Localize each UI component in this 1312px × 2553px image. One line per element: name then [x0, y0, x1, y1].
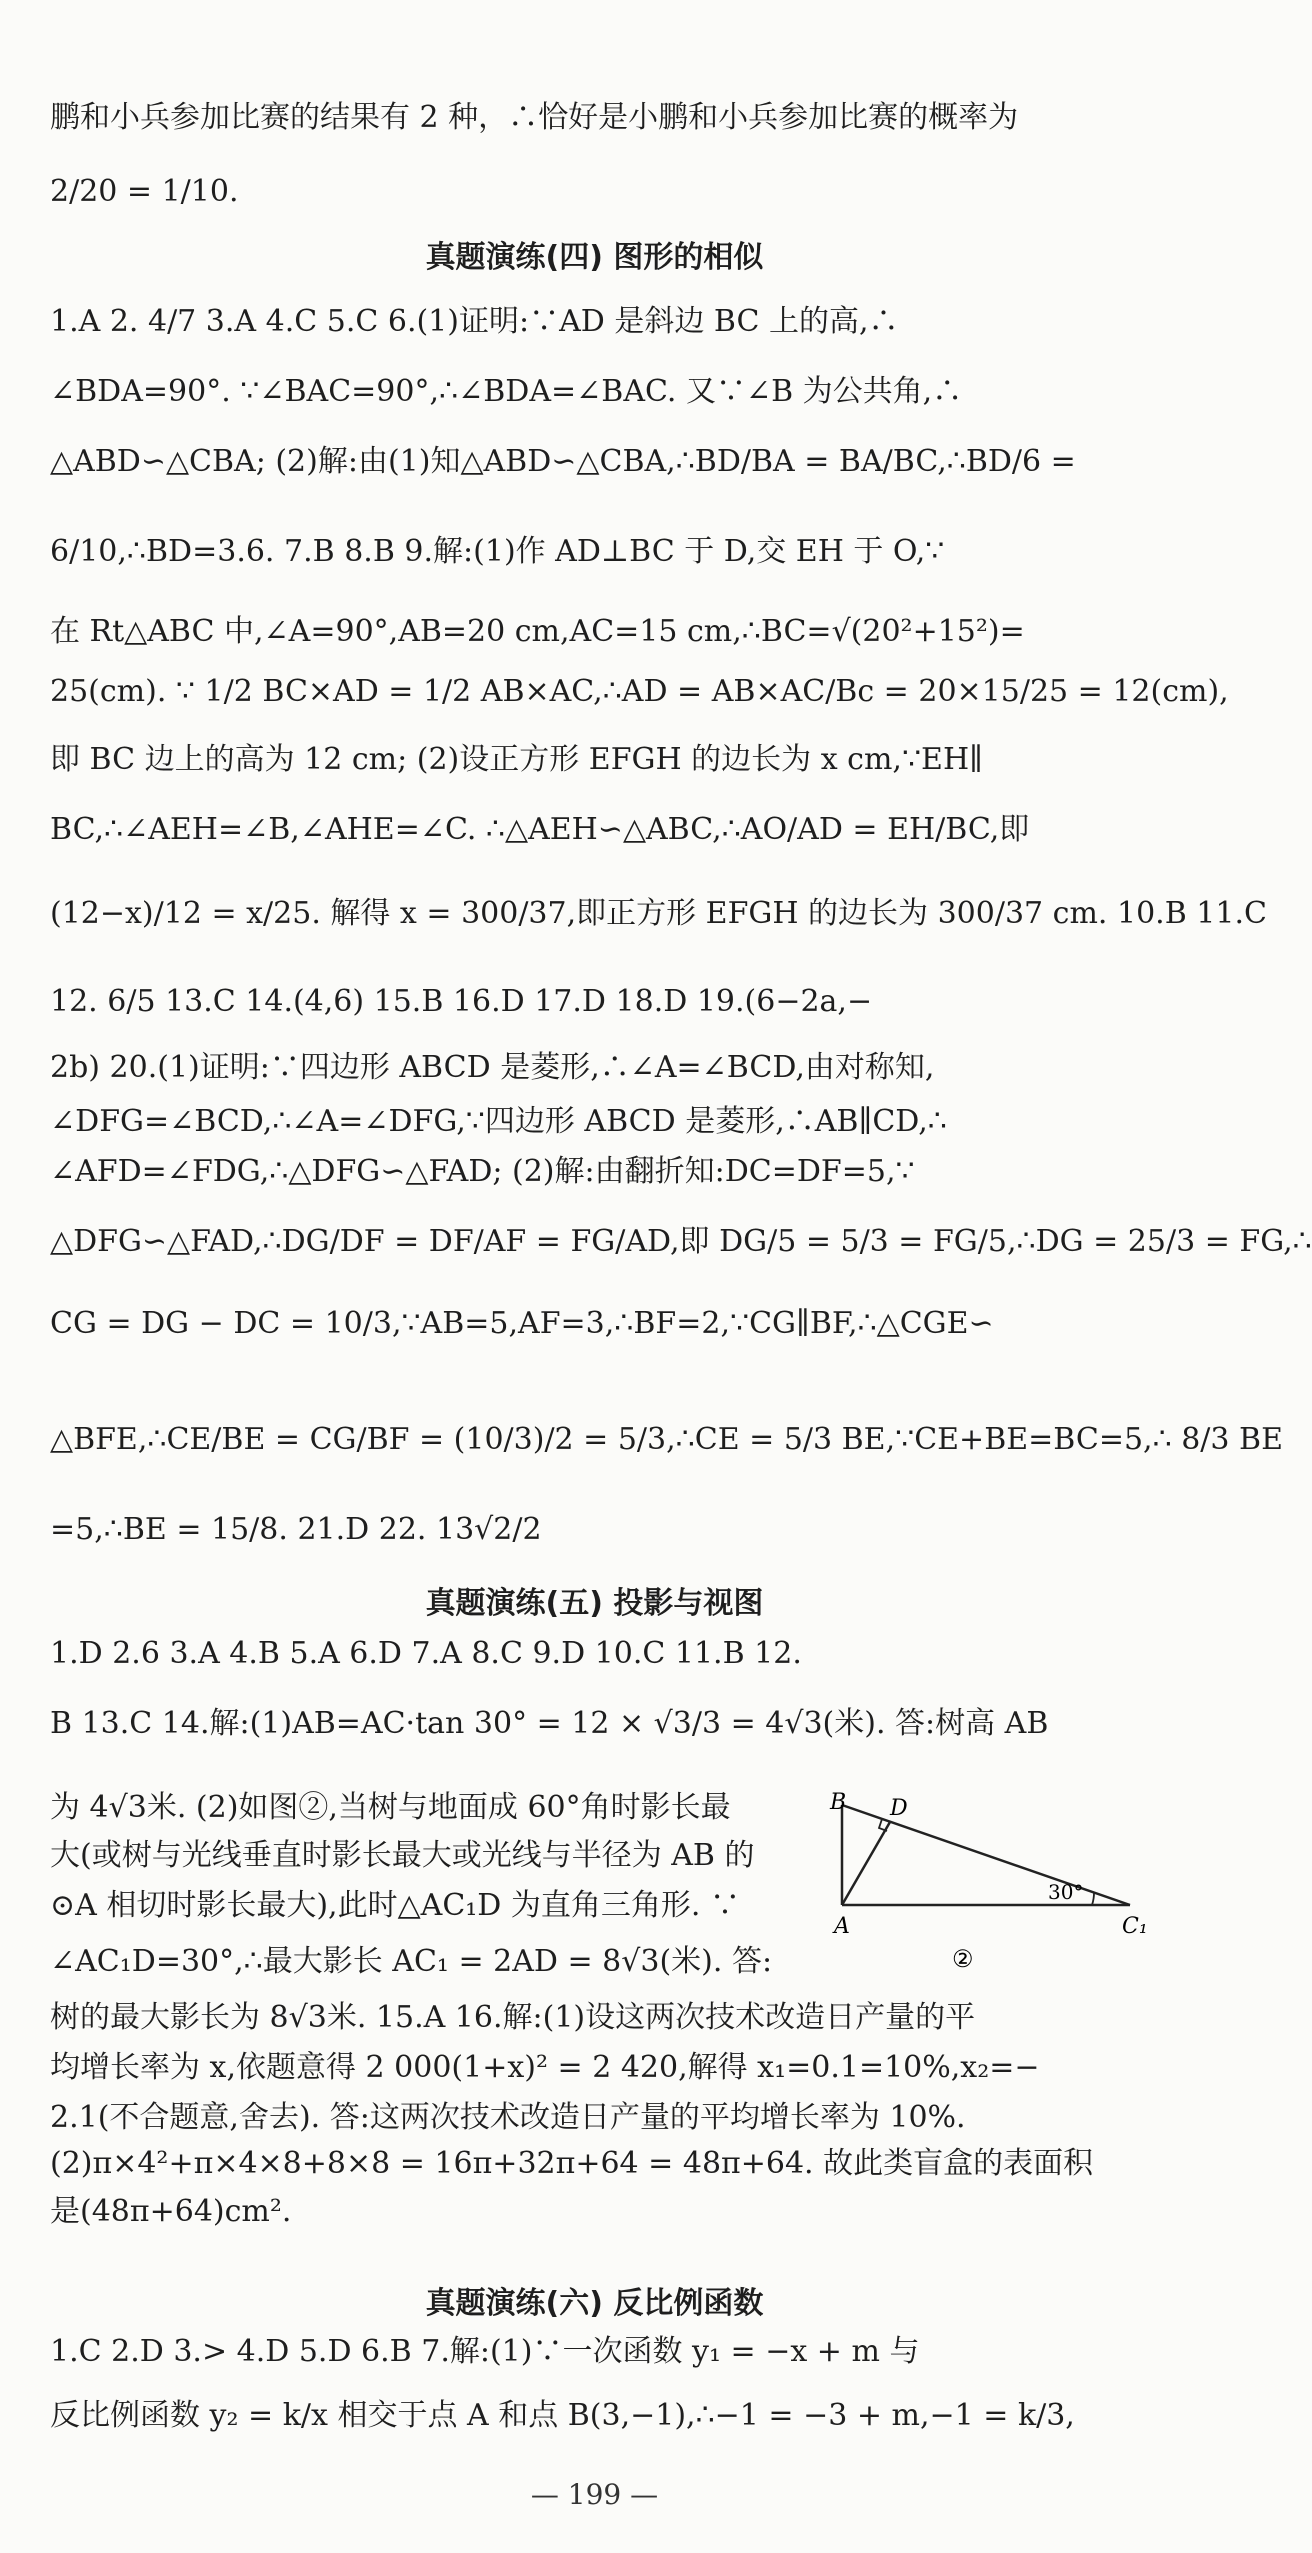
answer-line: 树的最大影长为 8√3米. 15.A 16.解:(1)设这两次技术改造日产量的平: [50, 2000, 976, 2035]
label-a: A: [834, 1914, 850, 1939]
light-segment-bc1: [842, 1805, 1130, 1905]
answer-line: 1.D 2.6 3.A 4.B 5.A 6.D 7.A 8.C 9.D 10.C 11.B 12.: [50, 1636, 802, 1671]
answer-line: 6/10,∴BD=3.6. 7.B 8.B 9.解:(1)作 AD⊥BC 于 D,交 EH 于 O,∵: [50, 534, 945, 569]
section-heading-4: 真题演练(四) 图形的相似: [425, 240, 764, 275]
answer-line: 2.1(不合题意,舍去). 答:这两次技术改造日产量的平均增长率为 10%.: [50, 2100, 966, 2135]
answer-line: 12. 6/5 13.C 14.(4,6) 15.B 16.D 17.D 18.D 19.(6−2a,−: [50, 984, 873, 1019]
answer-line: ∠AFD=∠FDG,∴△DFG∽△FAD; (2)解:由翻折知:DC=DF=5,∵: [50, 1154, 915, 1189]
answer-line: =5,∴BE = 15/8. 21.D 22. 13√2/2: [50, 1512, 542, 1547]
label-b: B: [830, 1790, 847, 1815]
text-line: 2/20 = 1/10.: [50, 174, 239, 209]
answer-line: B 13.C 14.解:(1)AB=AC·tan 30° = 12 × √3/3 = 4√3(米). 答:树高 AB: [50, 1706, 1049, 1741]
answer-line: CG = DG − DC = 10/3,∵AB=5,AF=3,∴BF=2,∵CG∥BF,∴△CGE∽: [50, 1306, 994, 1341]
angle-arc: [1092, 1892, 1094, 1905]
answer-line: 是(48π+64)cm².: [50, 2194, 292, 2229]
geometry-figure-2: [830, 1790, 1150, 1995]
answer-line: △DFG∽△FAD,∴DG/DF = DF/AF = FG/AD,即 DG/5 = 5/3 = FG/5,∴DG = 25/3 = FG,∴: [50, 1224, 1312, 1259]
answer-line: 1.C 2.D 3.> 4.D 5.D 6.B 7.解:(1)∵一次函数 y₁ = −x + m 与: [50, 2334, 920, 2369]
answer-line: ⊙A 相切时影长最大),此时△AC₁D 为直角三角形. ∵: [50, 1888, 740, 1923]
text-line: 鹏和小兵参加比赛的结果有 2 种，∴恰好是小鹏和小兵参加比赛的概率为: [50, 100, 1019, 135]
answer-line: ∠AC₁D=30°,∴最大影长 AC₁ = 2AD = 8√3(米). 答:: [50, 1944, 773, 1979]
answer-line: 在 Rt△ABC 中,∠A=90°,AB=20 cm,AC=15 cm,∴BC=√(20²+15²)=: [50, 614, 1025, 649]
answer-line: △ABD∽△CBA; (2)解:由(1)知△ABD∽△CBA,∴BD/BA = BA/BC,∴BD/6 =: [50, 444, 1076, 479]
label-d: D: [890, 1796, 908, 1821]
section-heading-5: 真题演练(五) 投影与视图: [425, 1586, 764, 1621]
figure-number: ②: [952, 1945, 974, 1973]
answer-line: ∠DFG=∠BCD,∴∠A=∠DFG,∵四边形 ABCD 是菱形,∴AB∥CD,∴: [50, 1104, 947, 1139]
answer-line: 1.A 2. 4/7 3.A 4.C 5.C 6.(1)证明:∵AD 是斜边 BC 上的高,∴: [50, 304, 899, 339]
answer-line: (12−x)/12 = x/25. 解得 x = 300/37,即正方形 EFGH 的边长为 300/37 cm. 10.B 11.C: [50, 896, 1267, 931]
answer-line: 为 4√3米. (2)如图②,当树与地面成 60°角时影长最: [50, 1790, 731, 1825]
label-30-degrees: 30°: [1048, 1880, 1084, 1904]
answer-line: 反比例函数 y₂ = k/x 相交于点 A 和点 B(3,−1),∴−1 = −3 + m,−1 = k/3,: [50, 2398, 1075, 2433]
page-number: — 199 —: [530, 2478, 659, 2511]
answer-line: (2)π×4²+π×4×8+8×8 = 16π+32π+64 = 48π+64. 故此类盲盒的表面积: [50, 2146, 1094, 2181]
answer-line: BC,∴∠AEH=∠B,∠AHE=∠C. ∴△AEH∽△ABC,∴AO/AD = EH/BC,即: [50, 812, 1030, 847]
answer-line: ∠BDA=90°. ∵∠BAC=90°,∴∠BDA=∠BAC. 又∵∠B 为公共角,∴: [50, 374, 963, 409]
label-c1: C₁: [1122, 1914, 1148, 1939]
answer-line: 大(或树与光线垂直时影长最大或光线与半径为 AB 的: [50, 1838, 755, 1873]
segment-ad: [842, 1822, 890, 1905]
answer-line: △BFE,∴CE/BE = CG/BF = (10/3)/2 = 5/3,∴CE = 5/3 BE,∵CE+BE=BC=5,∴ 8/3 BE: [50, 1422, 1283, 1457]
answer-line: 均增长率为 x,依题意得 2 000(1+x)² = 2 420,解得 x₁=0.1=10%,x₂=−: [50, 2050, 1040, 2085]
answer-line: 25(cm). ∵ 1/2 BC×AD = 1/2 AB×AC,∴AD = AB×AC/Bc = 20×15/25 = 12(cm),: [50, 674, 1229, 709]
answer-line: 2b) 20.(1)证明:∵四边形 ABCD 是菱形,∴∠A=∠BCD,由对称知,: [50, 1050, 935, 1085]
answer-line: 即 BC 边上的高为 12 cm; (2)设正方形 EFGH 的边长为 x cm,∵EH∥: [50, 742, 983, 777]
section-heading-6: 真题演练(六) 反比例函数: [425, 2286, 764, 2321]
